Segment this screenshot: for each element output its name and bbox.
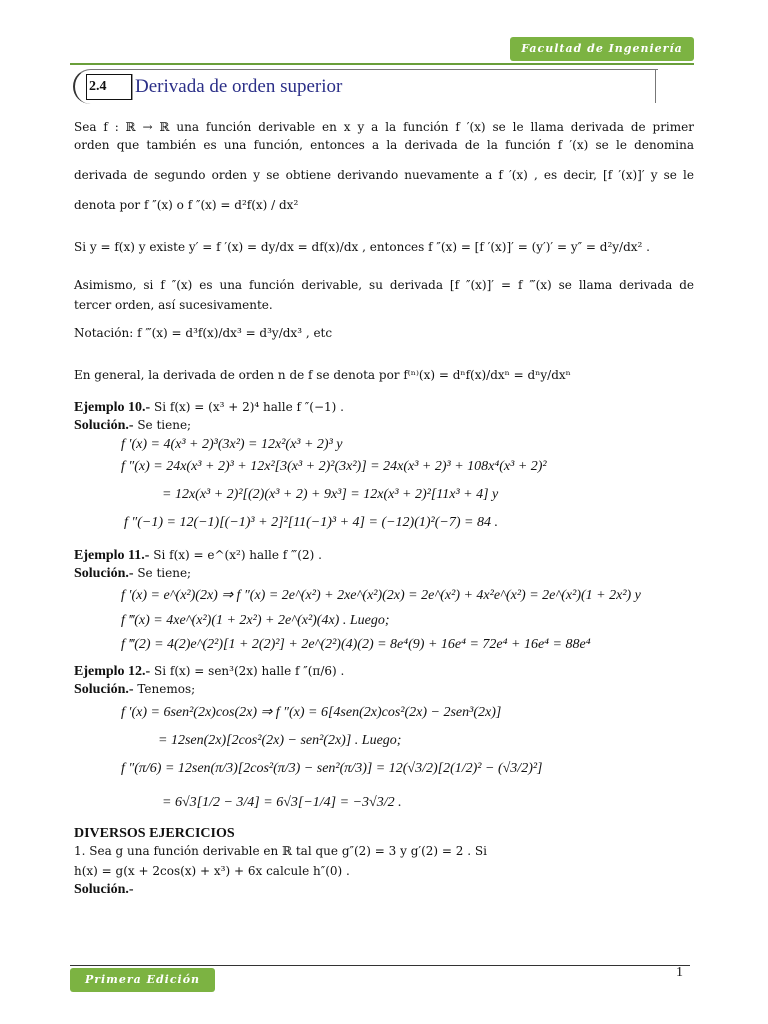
text-line: Si y = f(x) y existe y′ = f ′(x) = dy/dx = df(x)/dx , entonces f ″(x) = [f ′(x)]′ = (y′)′ = y″ = d²y/dx² . bbox=[74, 240, 650, 254]
text-line: denota por f ″(x) o f ″(x) = d²f(x) / dx² bbox=[74, 198, 299, 212]
text-line: f ′(x) = 4(x³ + 2)³(3x²) = 12x²(x³ + 2)³ y bbox=[121, 437, 343, 452]
text-line: 1. Sea g una función derivable en ℝ tal que g″(2) = 3 y g′(2) = 2 . Si bbox=[74, 844, 487, 858]
text-line: = 6√3[1/2 − 3/4] = 6√3[−1/4] = −3√3/2 . bbox=[162, 795, 402, 810]
text-line: Asimismo, si f ″(x) es una función derivable, su derivada [f ″(x)]′ = f ‴(x) se llama derivada de bbox=[74, 278, 694, 292]
text-line: Notación: f ‴(x) = d³f(x)/dx³ = d³y/dx³ , etc bbox=[74, 326, 333, 340]
text-line: = 12x(x³ + 2)²[(2)(x³ + 2) + 9x³] = 12x(x³ + 2)²[11x³ + 4] y bbox=[162, 487, 499, 502]
text-line: Ejemplo 10.- Si f(x) = (x³ + 2)⁴ halle f ″(−1) . bbox=[74, 400, 344, 415]
text-line: h(x) = g(x + 2cos(x) + x³) + 6x calcule h″(0) . bbox=[74, 864, 350, 878]
faculty-badge: Facultad de Ingeniería bbox=[510, 37, 694, 61]
text-line: Solución.- Se tiene; bbox=[74, 566, 192, 581]
section-number: 2.4 bbox=[86, 74, 132, 100]
text-line: Solución.- Tenemos; bbox=[74, 682, 196, 697]
text-line: f ′(x) = e^(x²)(2x) ⇒ f ″(x) = 2e^(x²) + 2xe^(x²)(2x) = 2e^(x²) + 4x²e^(x²) = 2e^(x²)(1 + 2x²) y bbox=[121, 588, 641, 603]
text-line: tercer orden, así sucesivamente. bbox=[74, 298, 273, 312]
text-line: DIVERSOS EJERCICIOS bbox=[74, 826, 235, 841]
text-line: Ejemplo 11.- Si f(x) = e^(x²) halle f ‴(2) . bbox=[74, 548, 322, 563]
section-title-frame-edge bbox=[655, 69, 656, 103]
text-line: = 12sen(2x)[2cos²(2x) − sen²(2x)] . Luego; bbox=[158, 733, 402, 748]
text-line: f ″(−1) = 12(−1)[(−1)³ + 2]²[11(−1)³ + 4] = (−12)(1)²(−7) = 84 . bbox=[124, 515, 498, 530]
text-line: En general, la derivada de orden n de f se denota por f⁽ⁿ⁾(x) = dⁿf(x)/dxⁿ = dⁿy/dxⁿ bbox=[74, 368, 571, 382]
text-line: f ‴(x) = 4xe^(x²)(1 + 2x²) + 2e^(x²)(4x) . Luego; bbox=[121, 613, 390, 628]
edition-badge: Primera Edición bbox=[70, 968, 215, 992]
text-line: Sea f : ℝ → ℝ una función derivable en x y a la función f ′(x) se le llama derivada de primer bbox=[74, 120, 694, 134]
text-line: f ‴(2) = 4(2)e^(2²)[1 + 2(2)²] + 2e^(2²)(4)(2) = 8e⁴(9) + 16e⁴ = 72e⁴ + 16e⁴ = 88e⁴ bbox=[121, 637, 591, 652]
text-line: f ″(π/6) = 12sen(π/3)[2cos²(π/3) − sen²(π/3)] = 12(√3/2)[2(1/2)² − (√3/2)²] bbox=[121, 761, 543, 776]
text-line: orden que también es una función, entonces a la derivada de la función f ′(x) se le denomina bbox=[74, 138, 694, 152]
text-line: Solución.- bbox=[74, 882, 134, 897]
page-number: 1 bbox=[676, 965, 683, 980]
text-line: Ejemplo 12.- Si f(x) = sen³(2x) halle f ″(π/6) . bbox=[74, 664, 345, 679]
text-line: f ′(x) = 6sen²(2x)cos(2x) ⇒ f ″(x) = 6[4sen(2x)cos²(2x) − 2sen³(2x)] bbox=[121, 705, 502, 720]
footer-rule bbox=[70, 965, 690, 966]
text-line: f ″(x) = 24x(x³ + 2)³ + 12x²[3(x³ + 2)²(3x²)] = 24x(x³ + 2)³ + 108x⁴(x³ + 2)² bbox=[121, 459, 547, 474]
text-line: derivada de segundo orden y se obtiene derivando nuevamente a f ′(x) , es decir, [f ′(x)]′ y se le bbox=[74, 168, 694, 182]
text-line: Solución.- Se tiene; bbox=[74, 418, 192, 433]
header-rule bbox=[70, 63, 694, 65]
section-title: Derivada de orden superior bbox=[132, 74, 342, 100]
